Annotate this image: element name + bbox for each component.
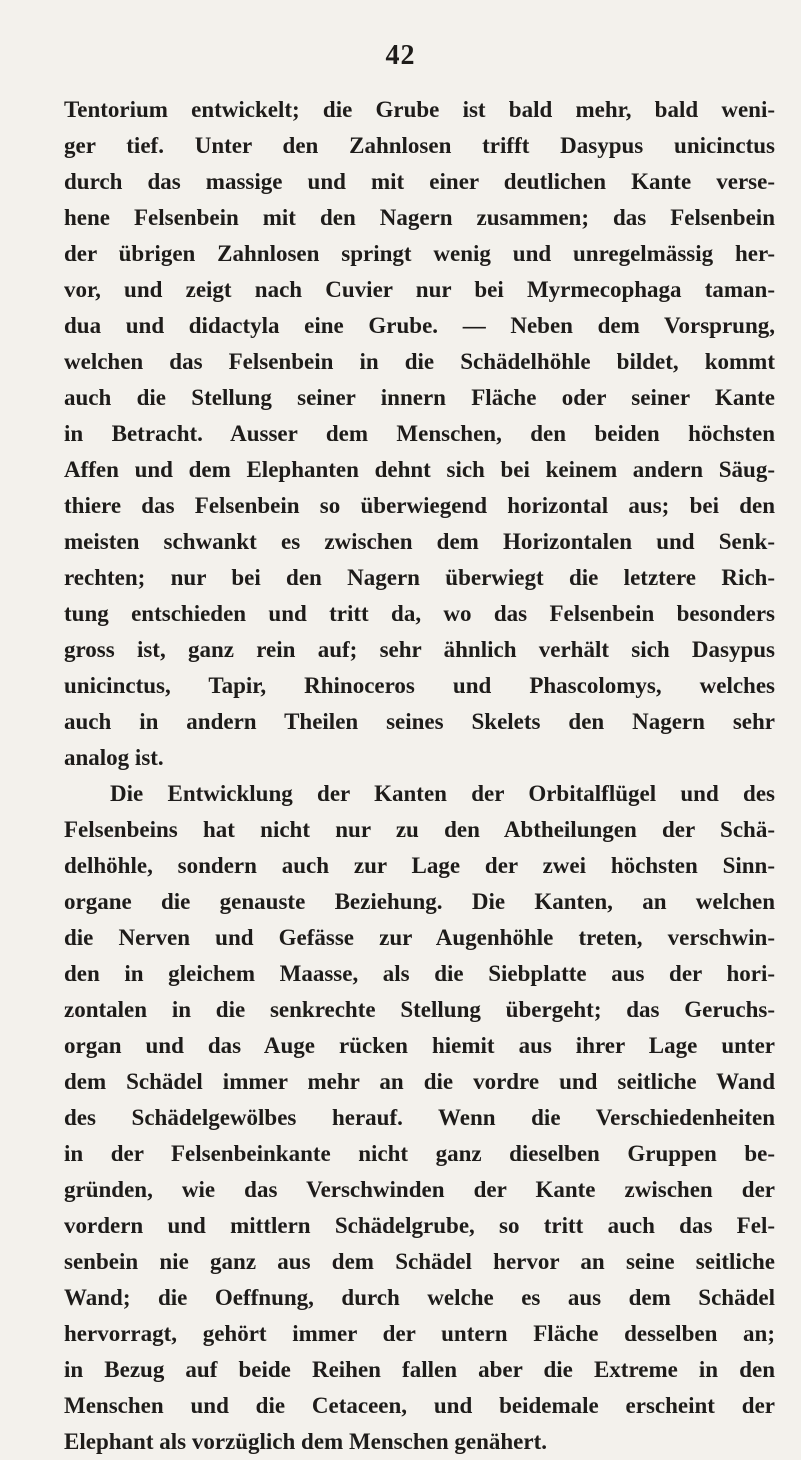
text-line: zontalen in die senkrechte Stellung übergeht; das Geruchs- (64, 997, 775, 1022)
text-line: vordern und mittlern Schädelgrube, so tritt auch das Fel- (64, 1213, 775, 1238)
text-line: durch das massige und mit einer deutlichen Kante verse- (64, 169, 775, 194)
text-line: Menschen und die Cetaceen, und beidemale erscheint der (64, 1393, 775, 1418)
text-line: senbein nie ganz aus dem Schädel hervor an seine seitliche (64, 1249, 775, 1274)
text-line: die Nerven und Gefässe zur Augenhöhle treten, verschwin- (64, 925, 775, 950)
text-line: meisten schwankt es zwischen dem Horizontalen und Senk- (64, 529, 775, 554)
text-line: hervorragt, gehört immer der untern Fläche desselben an; (64, 1321, 775, 1346)
text-line: gross ist, ganz rein auf; sehr ähnlich verhält sich Dasypus (64, 637, 775, 662)
text-line: ger tief. Unter den Zahnlosen trifft Dasypus unicinctus (64, 133, 775, 158)
text-line: organe die genauste Beziehung. Die Kanten, an welchen (64, 889, 775, 914)
text-line: organ und das Auge rücken hiemit aus ihrer Lage unter (64, 1033, 775, 1058)
text-line: welchen das Felsenbein in die Schädelhöhle bildet, kommt (64, 349, 775, 374)
text-line: dua und didactyla eine Grube. — Neben dem Vorsprung, (64, 313, 775, 338)
text-line: tung entschieden und tritt da, wo das Felsenbein besonders (64, 601, 775, 626)
text-line: vor, und zeigt nach Cuvier nur bei Myrmecophaga taman- (64, 277, 775, 302)
text-line: Wand; die Oeffnung, durch welche es aus dem Schädel (64, 1285, 775, 1310)
text-line: der übrigen Zahnlosen springt wenig und unregelmässig her- (64, 241, 775, 266)
text-line: den in gleichem Maasse, als die Siebplatte aus der hori- (64, 961, 775, 986)
text-line: unicinctus, Tapir, Rhinoceros und Phascolomys, welches (64, 673, 775, 698)
text-line: auch die Stellung seiner innern Fläche oder seiner Kante (64, 385, 775, 410)
text-line: analog ist. (64, 745, 164, 770)
text-line: hene Felsenbein mit den Nagern zusammen; das Felsenbein (64, 205, 775, 230)
text-line: Felsenbeins hat nicht nur zu den Abtheilungen der Schä- (64, 817, 775, 842)
text-line: Affen und dem Elephanten dehnt sich bei keinem andern Säug- (64, 457, 775, 482)
text-line: in der Felsenbeinkante nicht ganz dieselben Gruppen be- (64, 1141, 775, 1166)
text-line: auch in andern Theilen seines Skelets den Nagern sehr (64, 709, 775, 734)
text-line: gründen, wie das Verschwinden der Kante zwischen der (64, 1177, 775, 1202)
text-line: thiere das Felsenbein so überwiegend horizontal aus; bei den (64, 493, 775, 518)
page-number: 42 (385, 40, 416, 71)
text-line: Die Entwicklung der Kanten der Orbitalflügel und des (110, 781, 775, 806)
text-line: des Schädelgewölbes herauf. Wenn die Verschiedenheiten (64, 1105, 775, 1130)
text-line: in Betracht. Ausser dem Menschen, den beiden höchsten (64, 421, 775, 446)
text-line: Elephant als vorzüglich dem Menschen genähert. (64, 1429, 547, 1454)
text-line: delhöhle, sondern auch zur Lage der zwei höchsten Sinn- (64, 853, 775, 878)
text-line: in Bezug auf beide Reihen fallen aber die Extreme in den (64, 1357, 775, 1382)
text-line: Tentorium entwickelt; die Grube ist bald mehr, bald weni- (64, 97, 775, 122)
text-line: dem Schädel immer mehr an die vordre und seitliche Wand (64, 1069, 775, 1094)
text-line: rechten; nur bei den Nagern überwiegt die letztere Rich- (64, 565, 775, 590)
body-text (64, 92, 775, 1460)
